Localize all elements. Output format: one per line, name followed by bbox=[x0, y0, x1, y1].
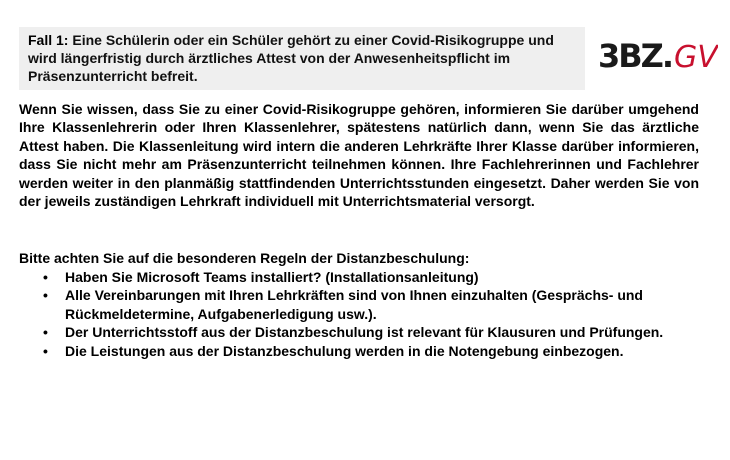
bullet-icon: • bbox=[43, 269, 48, 285]
list-item-text: Der Unterrichtsstoff aus der Distanzbeschulung ist relevant für Klausuren und Prüfungen. bbox=[65, 324, 664, 341]
bullet-icon: • bbox=[43, 324, 48, 341]
case-description: Eine Schülerin oder ein Schüler gehört zu einer Covid-Risikogruppe und wird längerfristig durch ärztliches Attest von der Anwesenheitspflicht im Präsenzunterricht befreit. bbox=[28, 32, 554, 84]
list-item bbox=[19, 268, 709, 286]
rules-list bbox=[19, 268, 709, 360]
rules-intro: Bitte achten Sie auf die besonderen Regeln der Distanzbeschulung: bbox=[19, 250, 470, 266]
list-item-text: Haben Sie Microsoft Teams installiert? (Installationsanleitung) bbox=[65, 269, 479, 285]
case-box bbox=[19, 27, 585, 90]
bbz-gv-logo bbox=[596, 36, 718, 76]
main-paragraph: Wenn Sie wissen, dass Sie zu einer Covid-Risikogruppe gehören, informieren Sie darüber umgehend Ihre Klassenlehrerin oder Ihren Klassenlehrer, spätestens natürlich dann, wenn Sie das ärztliche Attest haben. Die Klassenleitung wird intern die anderen Lehrkräfte Ihrer Klasse darüber informieren, dass Sie nicht mehr am Präsenzunterricht teilnehmen können. Ihre Fachlehrerinnen und Fachlehrer werden weiter in den planmäßig stattfindenden Unterrichtsstunden eingesetzt. Daher werden Sie von der jeweils zuständigen Lehrkraft individuell mit Unterrichtsmaterial versorgt. bbox=[19, 101, 699, 210]
list-item bbox=[19, 286, 709, 323]
list-item-text: Alle Vereinbarungen mit Ihren Lehrkräften sind von Ihnen einzuhalten (Gesprächs- und Rückmeldetermine, Aufgabenerledigung usw.). bbox=[65, 287, 643, 322]
bullet-icon: • bbox=[43, 287, 48, 304]
bullet-icon: • bbox=[43, 342, 48, 359]
list-item bbox=[19, 323, 709, 341]
case-text bbox=[28, 31, 580, 85]
logo-part2: GV bbox=[674, 40, 718, 75]
case-label: Fall 1: bbox=[28, 32, 69, 48]
list-item-text: Die Leistungen aus der Distanzbeschulung werden in die Notengebung einbezogen. bbox=[65, 342, 624, 359]
logo-part1: 3BZ. bbox=[598, 37, 673, 75]
list-item bbox=[19, 342, 709, 360]
